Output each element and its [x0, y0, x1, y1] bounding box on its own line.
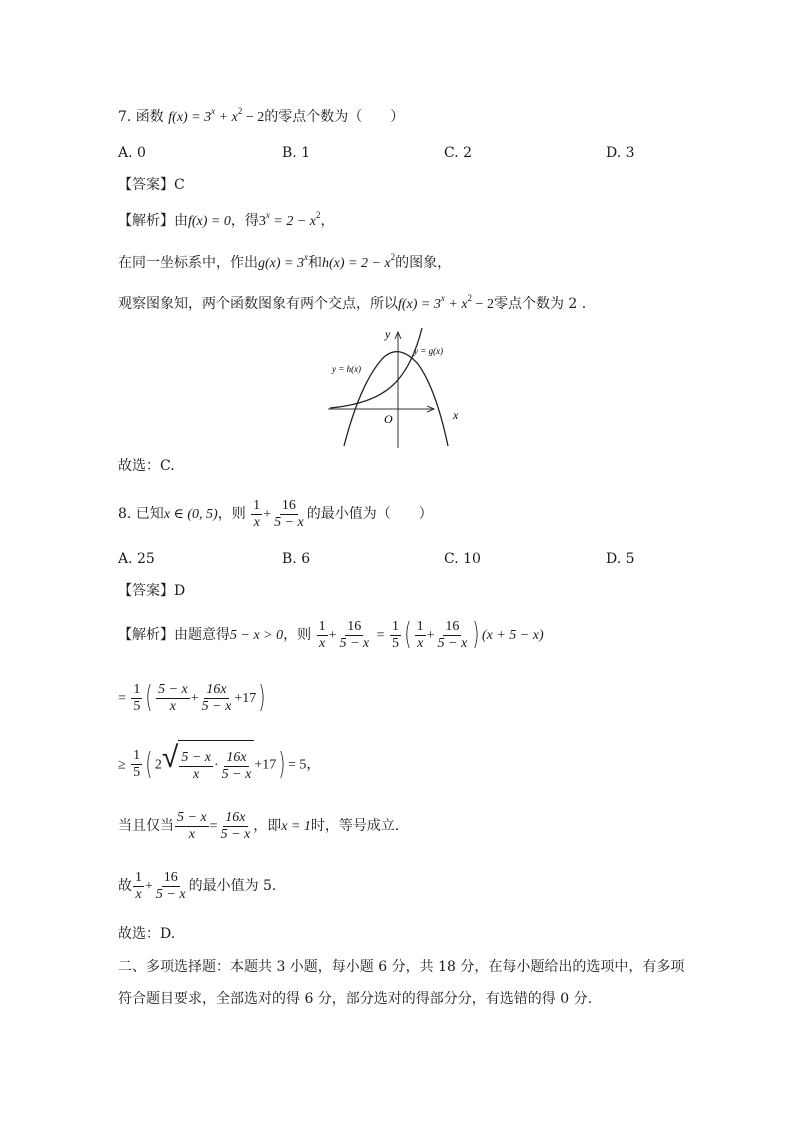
label-g: y = g(x): [414, 346, 444, 356]
q7-option-a: A. 0: [118, 145, 146, 161]
section2-line2: 符合题目要求，全部选对的得 6 分，部分选对的得部分分，有选错的得 0 分.: [118, 991, 593, 1007]
fraction: $\frac{16}{5 - x}$: [339, 618, 370, 651]
q8-analysis-line4: 当且仅当 $\frac{5 - x}{x}$ = $\frac{16x}{5 - x}$ ，即x = 1时，等号成立.: [118, 809, 400, 842]
section2-line1: 二、多项选择题：本题共 3 小题，每小题 6 分，共 18 分，在每小题给出的选项中，有多项: [118, 959, 685, 975]
fraction: $\frac{16}{5 - x}$: [274, 497, 304, 530]
q8-analysis-line2: = $\frac{1}{5}$ ( $\frac{5 - x}{x}$ + $\frac{16x}{5 - x}$ +17): [118, 680, 266, 715]
q8-answer: 【答案】D: [118, 583, 186, 599]
q7-analysis-line3: 观察图象知，两个函数图象有两个交点，所以$f(x) = 3^x + x^2 - 2$零点个数为 2 .: [118, 293, 587, 312]
fraction: $\frac{1}{x}$: [253, 497, 261, 530]
q7-option-c: C. 2: [444, 145, 473, 161]
label-h: y = h(x): [332, 364, 362, 374]
q8-option-d: D. 5: [606, 551, 635, 567]
fraction: $\frac{16}{5 - x}$: [155, 869, 186, 902]
square-root: √ $\frac{5 - x}{x}$ · $\frac{16x}{5 - x}$: [162, 740, 254, 789]
origin-label: O: [384, 412, 393, 426]
fraction: $\frac{1}{5}$: [391, 618, 399, 651]
q8-analysis-line5: 故 $\frac{1}{x}$ + $\frac{16}{5 - x}$ 的最小值为 5.: [118, 869, 277, 902]
axis-label-y: y: [385, 327, 391, 341]
q8-option-a: A. 25: [118, 551, 155, 567]
q8-stem: 8. 已知x ∈ (0, 5)，则 $\frac{1}{x}$ + $\frac{16}{5 - x}$ 的最小值为（ ）: [118, 497, 433, 530]
fraction: $\frac{16x}{5 - x}$: [220, 809, 251, 842]
fraction: $\frac{1}{x}$: [135, 869, 142, 902]
fraction: $\frac{1}{5}$: [133, 681, 141, 714]
fraction: $\frac{1}{x}$: [318, 618, 326, 651]
q7-conclusion: 故选：C.: [118, 458, 175, 474]
q8-analysis-line3: ≥ $\frac{1}{5}$ ( 2 √ $\frac{5 - x}{x}$ · $\frac{16x}{5 - x}$ +17) = 5，: [118, 740, 320, 789]
fraction: $\frac{5 - x}{x}$: [181, 749, 211, 782]
q7-option-b: B. 1: [282, 145, 311, 161]
fraction: $\frac{5 - x}{x}$: [177, 809, 207, 842]
fraction: $\frac{1}{5}$: [133, 748, 141, 780]
q7-analysis-line1: 【解析】由f(x) = 0，得$3^x = 2 - x^2$，: [118, 210, 335, 229]
q7-analysis-line2: 在同一坐标系中，作出$g(x) = 3^x$和$h(x) = 2 - x^2$的图象，: [118, 252, 452, 271]
axis-label-x: x: [453, 408, 459, 422]
function-graph: [322, 324, 462, 449]
fraction: $\frac{1}{x}$: [416, 618, 424, 651]
q7-stem: 7. 函数 $f(x) = 3^x + x^2 - 2$的零点个数为（ ）: [118, 106, 405, 125]
q8-option-b: B. 6: [282, 551, 311, 567]
fraction: $\frac{5 - x}{x}$: [158, 681, 188, 714]
q7-option-d: D. 3: [606, 145, 635, 161]
fraction: $\frac{16x}{5 - x}$: [201, 681, 232, 714]
q8-option-c: C. 10: [444, 551, 481, 567]
fraction: $\frac{16x}{5 - x}$: [221, 749, 252, 782]
q7-answer: 【答案】C: [118, 177, 185, 193]
q8-conclusion: 故选：D.: [118, 926, 176, 942]
fraction: $\frac{16}{5 - x}$: [437, 618, 468, 651]
q8-analysis-line1: 【解析】由题意得5 − x > 0，则 $\frac{1}{x}$ + $\frac{16}{5 - x}$ = $\frac{1}{5}$ ( $\frac{1}{x}$ + $\frac{16}{5 - x}$ ) (x + 5 − x): [118, 617, 544, 652]
